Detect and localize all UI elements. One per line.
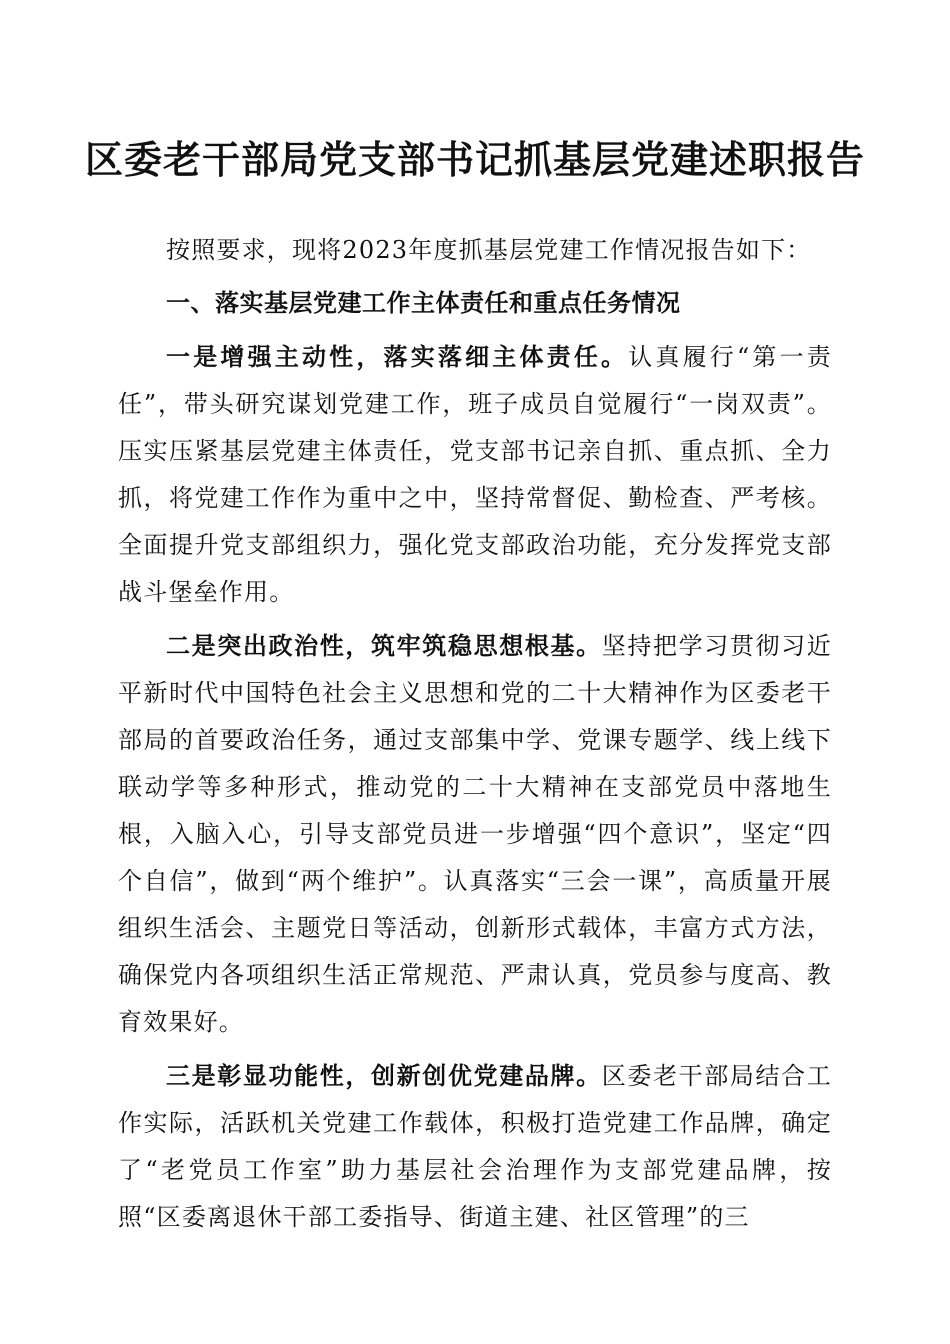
paragraph-1-text: 认真履行“第一责任”，带头研究谋划党建工作，班子成员自觉履行“一岗双责”。压实压紧基层党建主体责任，党支部书记亲自抓、重点抓、全力抓，将党建工作作为重中之中，坚持常督促、勤检查、严考核。全面提升党支部组织力，强化党支部政治功能，充分发挥党支部战斗堡垒作用。 <box>118 343 832 606</box>
paragraph-1 <box>118 333 832 616</box>
intro-paragraph: 按照要求，现将2023年度抓基层党建工作情况报告如下： <box>166 236 812 264</box>
paragraph-2 <box>118 622 832 1046</box>
section-heading: 一、落实基层党建工作主体责任和重点任务情况 <box>166 289 681 317</box>
paragraph-1-lead: 一是增强主动性，落实落细主体责任。 <box>166 342 629 371</box>
paragraph-3 <box>118 1052 832 1241</box>
document-body <box>118 227 832 1241</box>
document-title: 区委老干部局党支部书记抓基层党建述职报告 <box>84 137 865 182</box>
paragraph-3-lead: 三是彰显功能性，创新创优党建品牌。 <box>166 1061 602 1090</box>
paragraph-2-lead: 二是突出政治性，筑牢筑稳思想根基。 <box>166 631 602 660</box>
paragraph-3-text: 区委老干部局结合工作实际，活跃机关党建工作载体，积极打造党建工作品牌，确定了“老党员工作室”助力基层社会治理作为支部党建品牌，按照“区委离退休干部工委指导、街道主建、社区管理”的三 <box>118 1062 832 1231</box>
paragraph-2-text: 坚持把学习贯彻习近平新时代中国特色社会主义思想和党的二十大精神作为区委老干部局的首要政治任务，通过支部集中学、党课专题学、线上线下联动学等多种形式，推动党的二十大精神在支部党员中落地生根，入脑入心，引导支部党员进一步增强“四个意识”，坚定“四个自信”，做到“两个维护”。认真落实“三会一课”，高质量开展组织生活会、主题党日等活动，创新形式载体，丰富方式方法，确保党内各项组织生活正常规范、严肃认真，党员参与度高、教育效果好。 <box>118 632 832 1036</box>
